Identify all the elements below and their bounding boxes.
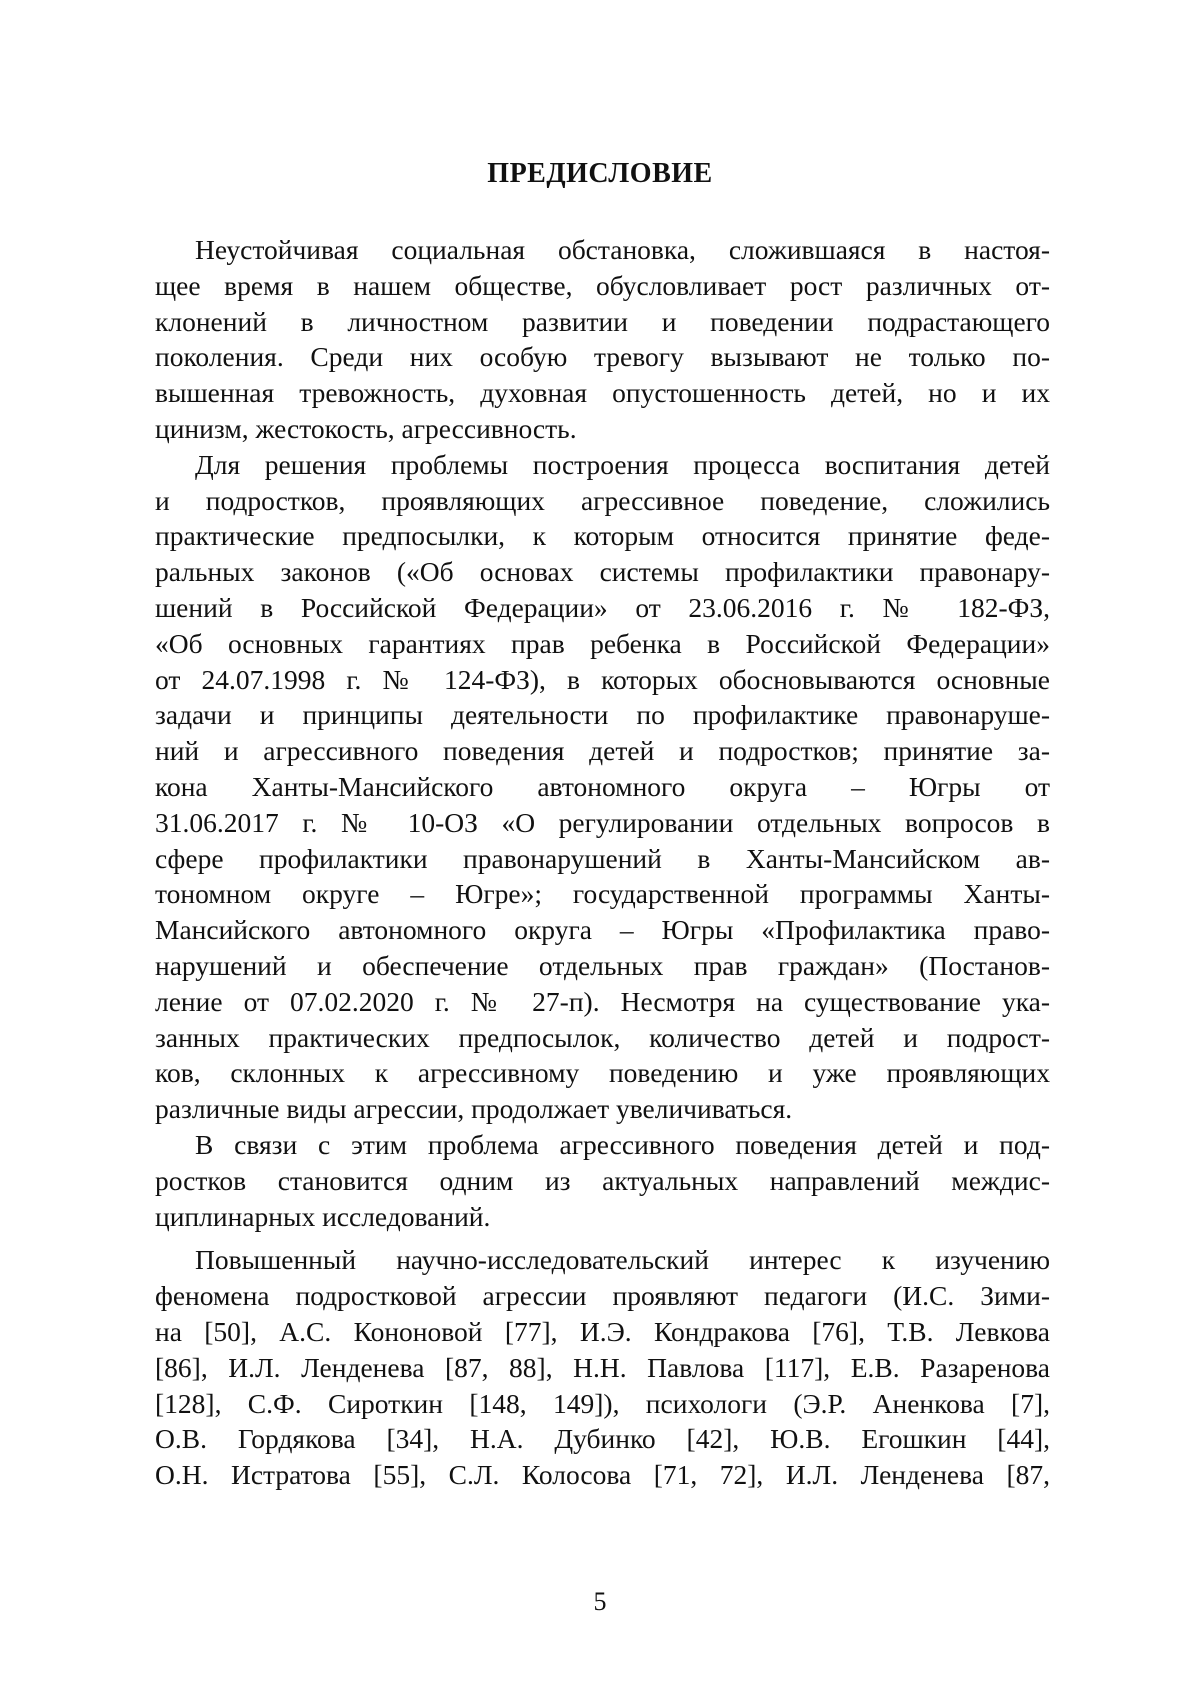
paragraph-3-line: В связи с этим проблема агрессивного поведения детей и под- — [195, 1128, 1050, 1160]
paragraph-4-line: Повышенный научно-исследовательский интерес к изучению — [195, 1244, 1050, 1276]
paragraph-3-line: ростков становится одним из актуальных направлений междис- — [155, 1164, 1050, 1196]
paragraph-spacer — [155, 1234, 1050, 1242]
paragraph-4-line: феномена подростковой агрессии проявляют педагоги (И.С. Зими- — [155, 1280, 1050, 1312]
paragraph-2-line: от 24.07.1998 г. № 124-ФЗ), в которых обосновываются основные — [155, 663, 1050, 695]
paragraph-2-line: ление от 07.02.2020 г. № 27-п). Несмотря на существование ука- — [155, 985, 1050, 1017]
paragraph-2-line: ков, склонных к агрессивному поведению и уже проявляющих — [155, 1057, 1050, 1089]
paragraph-4-line: [86], И.Л. Ленденева [87, 88], Н.Н. Павлова [117], Е.В. Разаренова — [155, 1351, 1050, 1383]
paragraph-2-line: различные виды агрессии, продолжает увеличиваться. — [155, 1093, 793, 1125]
paragraph-1-line: щее время в нашем обществе, обусловливает рост различных от- — [155, 269, 1050, 301]
page-title: ПРЕДИСЛОВИЕ — [487, 158, 713, 189]
paragraph-4-line: на [50], А.С. Кононовой [77], И.Э. Кондракова [76], Т.В. Левкова — [155, 1315, 1050, 1347]
paragraph-2-line: шений в Российской Федерации» от 23.06.2016 г. № 182-ФЗ, — [155, 591, 1050, 623]
paragraph-2-line: занных практических предпосылок, количество детей и подрост- — [155, 1021, 1050, 1053]
paragraph-2-line: и подростков, проявляющих агрессивное поведение, сложились — [155, 484, 1050, 516]
paragraph-2-line: сфере профилактики правонарушений в Ханты-Мансийском ав- — [155, 842, 1050, 874]
paragraph-4-line: О.Н. Истратова [55], С.Л. Колосова [71, 72], И.Л. Ленденева [87, — [155, 1459, 1050, 1491]
paragraph-2-line: тономном округе – Югре»; государственной программы Ханты- — [155, 878, 1050, 910]
paragraph-2-line: ний и агрессивного поведения детей и подростков; принятие за- — [155, 735, 1050, 767]
page-number: 5 — [593, 1587, 607, 1616]
paragraph-4-line: [128], С.Ф. Сироткин [148, 149]), психологи (Э.Р. Аненкова [7], — [155, 1387, 1050, 1419]
paragraph-2-line: практические предпосылки, к которым относится принятие феде- — [155, 520, 1050, 552]
paragraph-1-line: цинизм, жестокость, агрессивность. — [155, 412, 577, 444]
paragraph-2-line: задачи и принципы деятельности по профилактике правонаруше- — [155, 699, 1050, 731]
body-text — [155, 232, 1050, 1493]
paragraph-2-line: «Об основных гарантиях прав ребенка в Российской Федерации» — [155, 627, 1050, 659]
paragraph-1-line: клонений в личностном развитии и поведении подрастающего — [155, 305, 1050, 337]
paragraph-2-line: кона Ханты-Мансийского автономного округа – Югры от — [155, 770, 1050, 802]
paragraph-2-line: ральных законов («Об основах системы профилактики правонару- — [155, 556, 1050, 588]
paragraph-2-line: 31.06.2017 г. № 10-ОЗ «О регулировании отдельных вопросов в — [155, 806, 1050, 838]
paragraph-1-line: вышенная тревожность, духовная опустошенность детей, но и их — [155, 377, 1050, 409]
paragraph-2-line: нарушений и обеспечение отдельных прав граждан» (Постанов- — [155, 949, 1050, 981]
paragraph-3-line: циплинарных исследований. — [155, 1200, 491, 1232]
paragraph-1-line: Неустойчивая социальная обстановка, сложившаяся в настоя- — [195, 234, 1050, 265]
paragraph-2-line: Мансийского автономного округа – Югры «Профилактика право- — [155, 914, 1050, 946]
paragraph-1-line: поколения. Среди них особую тревогу вызывают не только по- — [155, 341, 1050, 373]
paragraph-2-line: Для решения проблемы построения процесса воспитания детей — [195, 448, 1050, 480]
paragraph-4-line: О.В. Гордякова [34], Н.А. Дубинко [42], Ю.В. Егошкин [44], — [155, 1423, 1050, 1455]
